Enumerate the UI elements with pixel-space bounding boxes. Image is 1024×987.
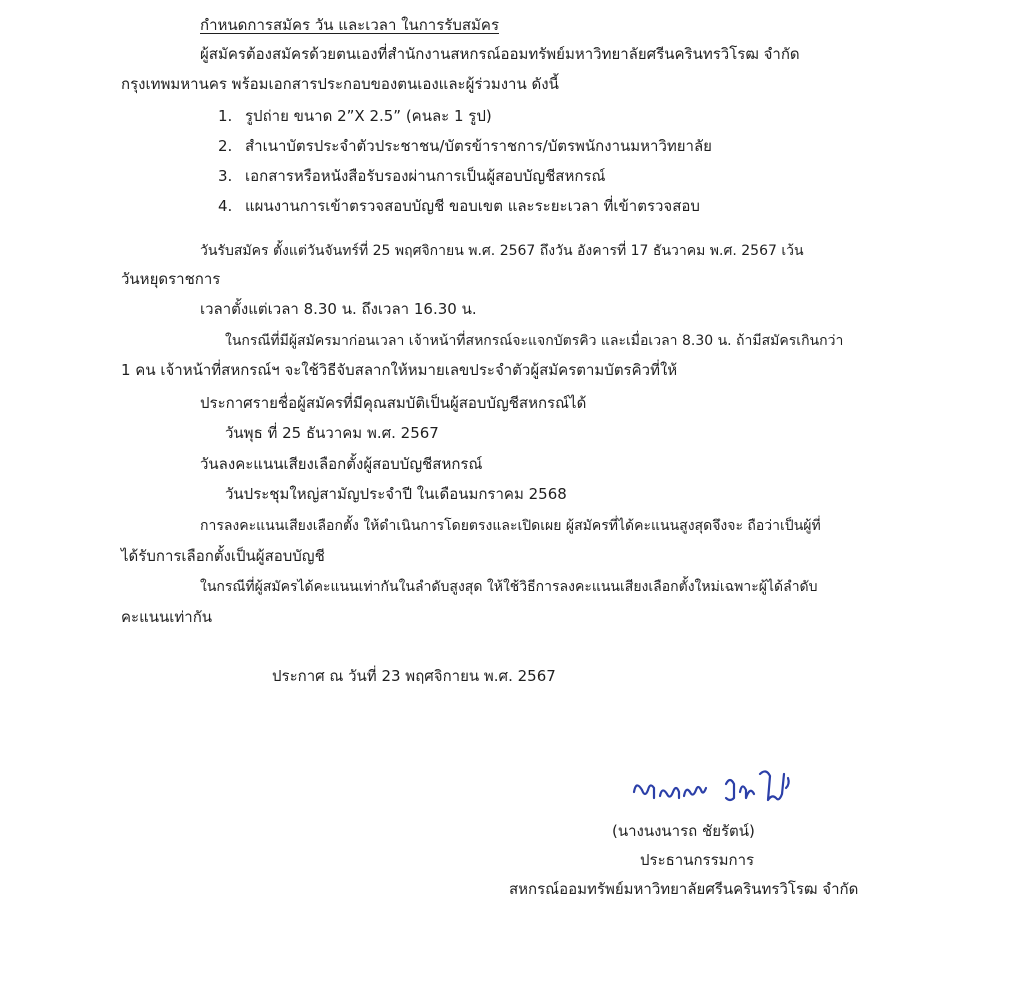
notice-heading: กำหนดการสมัคร วัน และเวลา ในการรับสมัคร bbox=[200, 16, 499, 34]
office-hours: เวลาตั้งแต่เวลา 8.30 น. ถึงเวลา 16.30 น. bbox=[200, 300, 477, 318]
signatory-name: (นางนงนารถ ชัยรัตน์) bbox=[612, 822, 755, 840]
intro-line-2: กรุงเทพมหานคร พร้อมเอกสารประกอบของตนเองและผู้ร่วมงาน ดังนี้ bbox=[121, 75, 559, 93]
list-item-text: แผนงานการเข้าตรวจสอบบัญชี ขอบเขต และระยะเวลา ที่เข้าตรวจสอบ bbox=[245, 197, 700, 215]
queue-rule-line-2: 1 คน เจ้าหน้าที่สหกรณ์ฯ จะใช้วิธีจับสลากให้หมายเลขประจำตัวผู้สมัครตามบัตรคิวที่ให้ bbox=[121, 361, 678, 379]
announcement-date: วันพุธ ที่ 25 ธันวาคม พ.ศ. 2567 bbox=[225, 424, 439, 442]
list-item-text: รูปถ่าย ขนาด 2”X 2.5” (คนละ 1 รูป) bbox=[245, 107, 492, 125]
tie-rule-line-2: คะแนนเท่ากัน bbox=[121, 608, 213, 626]
announcement-date-footer: ประกาศ ณ วันที่ 23 พฤศจิกายน พ.ศ. 2567 bbox=[272, 667, 556, 685]
application-period-line-2: วันหยุดราชการ bbox=[121, 270, 221, 288]
vote-rule-line-1: การลงคะแนนเสียงเลือกตั้ง ให้ดำเนินการโดยตรงและเปิดเผย ผู้สมัครที่ได้คะแนนสูงสุดจึงจะ ถือว่าเป็นผู้ที่ bbox=[200, 518, 821, 534]
list-item-number: 1. bbox=[218, 107, 233, 125]
application-period-line-1: วันรับสมัคร ตั้งแต่วันจันทร์ที่ 25 พฤศจิกายน พ.ศ. 2567 ถึงวัน อังคารที่ 17 ธันวาคม พ.ศ. 2567 เว้น bbox=[200, 243, 804, 259]
tie-rule-line-1: ในกรณีที่ผู้สมัครได้คะแนนเท่ากันในลำดับสูงสุด ให้ใช้วิธีการลงคะแนนเสียงเลือกตั้งใหม่เฉพาะผู้ได้ลำดับ bbox=[200, 579, 818, 595]
announcement-label: ประกาศรายชื่อผู้สมัครที่มีคุณสมบัติเป็นผู้สอบบัญชีสหกรณ์ได้ bbox=[200, 394, 587, 412]
signatory-position: ประธานกรรมการ bbox=[640, 851, 755, 869]
vote-label: วันลงคะแนนเสียงเลือกตั้งผู้สอบบัญชีสหกรณ์ bbox=[200, 455, 483, 473]
list-item-number: 4. bbox=[218, 197, 233, 215]
list-item-text: เอกสารหรือหนังสือรับรองผ่านการเป็นผู้สอบบัญชีสหกรณ์ bbox=[245, 167, 606, 185]
vote-rule-line-2: ได้รับการเลือกตั้งเป็นผู้สอบบัญชี bbox=[121, 547, 325, 565]
handwritten-signature bbox=[628, 762, 808, 810]
intro-line-1: ผู้สมัครต้องสมัครด้วยตนเองที่สำนักงานสหกรณ์ออมทรัพย์มหาวิทยาลัยศรีนครินทรวิโรฒ จำกัด bbox=[200, 45, 800, 63]
list-item-number: 2. bbox=[218, 137, 233, 155]
list-item-text: สำเนาบัตรประจำตัวประชาชน/บัตรข้าราชการ/บัตรพนักงานมหาวิทยาลัย bbox=[245, 137, 712, 155]
signatory-organization: สหกรณ์ออมทรัพย์มหาวิทยาลัยศรีนครินทรวิโรฒ จำกัด bbox=[509, 880, 859, 898]
queue-rule-line-1: ในกรณีที่มีผู้สมัครมาก่อนเวลา เจ้าหน้าที่สหกรณ์จะแจกบัตรคิว และเมื่อเวลา 8.30 น. ถ้ามีสมัครเกินกว่า bbox=[225, 333, 844, 349]
vote-date: วันประชุมใหญ่สามัญประจำปี ในเดือนมกราคม 2568 bbox=[225, 485, 567, 503]
list-item-number: 3. bbox=[218, 167, 233, 185]
